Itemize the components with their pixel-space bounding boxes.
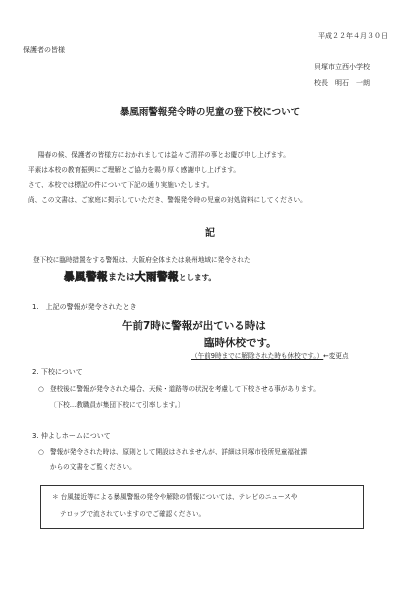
or-text: または [108,273,136,283]
section1-note-row [191,352,349,360]
section1-note: （午前9時までに解除された時も休校です。） [191,352,324,360]
intro-line-3: さて、本校では標記の件について下記の通り実施いたします。 [28,181,214,189]
ki-heading: 記 [205,228,215,239]
change-marker: ←変更点 [323,352,349,360]
heavy-rain-warning: 大雨警報 [135,271,180,283]
school-name: 貝塚市立西小学校 [314,63,370,71]
footnote-box [40,485,364,529]
condition-suffix: とします。 [179,273,216,282]
condition-warnings [64,271,216,284]
intro-line-2: 平素は本校の教育振興にご理解とご協力を賜り厚く感謝申し上げます。 [28,166,241,174]
document-date: 平成２２年４月３０日 [318,32,388,40]
section3-bullet: ○ [38,448,44,456]
footnote-line-2: テロップで流されていますのでご確認ください。 [60,510,206,518]
section3-heading: 3. 仲よしホームについて [32,432,111,440]
section2-bullet: ○ [38,385,44,393]
intro-line-4: 尚、この文書は、ご家庭に掲示していただき、警報発令時の児童の対処資料にしてください。 [28,196,307,204]
section2-line-1: 登校後に警報が発令された場合、天候・道路等の状況を考慮して下校させる事があります。 [50,385,320,393]
storm-warning: 暴風警報 [64,271,108,283]
section1-result: 臨時休校です。 [204,337,277,349]
section2-heading: 2. 下校について [32,368,83,376]
page-title: 暴風雨警報発令時の児童の登下校について [119,107,301,118]
condition-line: 登下校に臨時措置をする警報は、大阪府全体または泉州地域に発令された [33,256,251,264]
intro-line-1: 陽春の候、保護者の皆様方におかれましては益々ご清祥の事とお慶び申し上げます。 [38,151,290,159]
recipient: 保護者の皆様 [23,46,65,54]
section3-line-1: 警報が発令された時は、原則として開設はされませんが、詳細は貝塚市役所児童福祉課 [50,448,308,456]
section1-heading: 1. 上記の警報が発令されたとき [32,303,137,311]
principal-name: 校長 明石 一朗 [314,79,370,87]
section1-rule: 午前7時に警報が出ている時は [122,320,266,332]
section2-line-2: 〔下校…教職員が集団下校にて引率します。〕 [50,401,185,409]
footnote-line-1: ＊ 台風接近等による暴風警報の発令や解除の情報については、テレビのニュースや [52,493,298,501]
section3-line-2: からの文書をご覧ください。 [50,463,136,471]
